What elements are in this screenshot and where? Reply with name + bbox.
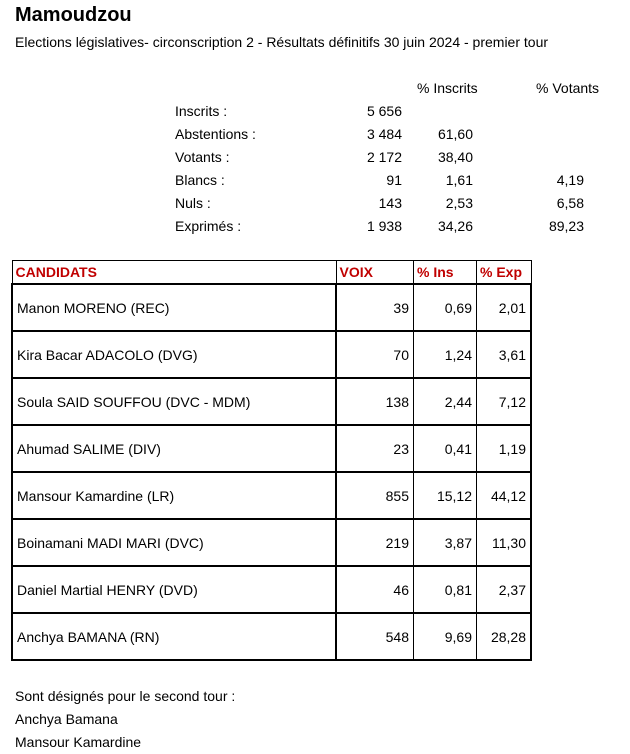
- stat-row-votants: [0, 149, 630, 172]
- stat-row-inscrits: [0, 103, 630, 126]
- candidate-pct-exp: 1,19: [477, 425, 532, 472]
- table-row: [12, 566, 531, 613]
- stat-row-blancs: [0, 172, 630, 195]
- candidate-pct-exp: 2,01: [477, 284, 532, 331]
- table-header-row: [12, 261, 531, 285]
- second-round-name: Anchya Bamana: [15, 711, 118, 727]
- stat-label: Votants :: [175, 149, 230, 165]
- second-round-note: [15, 685, 235, 754]
- stat-label: Inscrits :: [175, 103, 228, 119]
- stat-row-abstentions: [0, 126, 630, 149]
- candidate-voix: 70: [336, 331, 414, 378]
- candidate-name: Mansour Kamardine (LR): [12, 472, 336, 519]
- second-round-name: Mansour Kamardine: [15, 734, 142, 750]
- candidate-pct-ins: 0,41: [414, 425, 477, 472]
- candidate-pct-exp: 11,30: [477, 519, 532, 566]
- candidate-name: Anchya BAMANA (RN): [12, 613, 336, 660]
- stat-pct-inscrits: 1,61: [445, 172, 473, 188]
- second-round-heading: Sont désignés pour le second tour :: [15, 688, 236, 704]
- candidate-name: Daniel Martial HENRY (DVD): [12, 566, 336, 613]
- candidate-pct-exp: 3,61: [477, 331, 532, 378]
- page-title: Mamoudzou: [15, 4, 132, 26]
- table-row: [12, 425, 531, 472]
- table-row: [12, 378, 531, 425]
- candidate-pct-exp: 28,28: [477, 613, 532, 660]
- stat-label: Blancs :: [175, 172, 225, 188]
- table-row: [12, 519, 531, 566]
- table-row: [12, 284, 531, 331]
- candidate-pct-ins: 0,69: [414, 284, 477, 331]
- stat-count: 1 938: [366, 218, 402, 234]
- candidate-name: Soula SAID SOUFFOU (DVC - MDM): [12, 378, 336, 425]
- page-subtitle: Elections législatives- circonscription 2 - Résultats définitifs 30 juin 2024 - premier tour: [15, 34, 549, 50]
- candidate-voix: 548: [336, 613, 414, 660]
- candidate-voix: 46: [336, 566, 414, 613]
- candidate-name: Manon MORENO (REC): [12, 284, 336, 331]
- col-header-pct-inscrits: % Inscrits: [417, 80, 478, 96]
- stat-label: Nuls :: [175, 195, 211, 211]
- stat-count: 91: [386, 172, 402, 188]
- candidates-table: [11, 260, 532, 661]
- table-row: [12, 472, 531, 519]
- stat-pct-votants: 6,58: [556, 195, 584, 211]
- table-row: [12, 613, 531, 660]
- candidate-pct-ins: 0,81: [414, 566, 477, 613]
- candidate-pct-ins: 9,69: [414, 613, 477, 660]
- header-pct-exp: % Exp: [477, 261, 532, 285]
- candidate-pct-ins: 3,87: [414, 519, 477, 566]
- stat-pct-inscrits: 38,40: [437, 149, 473, 165]
- stat-count: 2 172: [366, 149, 402, 165]
- stat-pct-inscrits: 61,60: [437, 126, 473, 142]
- stat-row-exprimes: [0, 218, 630, 241]
- stat-count: 5 656: [366, 103, 402, 119]
- candidate-name: Kira Bacar ADACOLO (DVG): [12, 331, 336, 378]
- candidate-voix: 39: [336, 284, 414, 331]
- candidate-pct-exp: 7,12: [477, 378, 532, 425]
- stat-pct-inscrits: 34,26: [437, 218, 473, 234]
- candidate-pct-exp: 2,37: [477, 566, 532, 613]
- stat-pct-votants: 89,23: [548, 218, 584, 234]
- candidate-voix: 855: [336, 472, 414, 519]
- stat-label: Abstentions :: [175, 126, 256, 142]
- stat-pct-votants: 4,19: [556, 172, 584, 188]
- table-row: [12, 331, 531, 378]
- stat-count: 3 484: [366, 126, 402, 142]
- stat-label: Exprimés :: [175, 218, 242, 234]
- candidate-voix: 219: [336, 519, 414, 566]
- col-header-pct-votants: % Votants: [536, 80, 600, 96]
- candidate-voix: 138: [336, 378, 414, 425]
- candidate-name: Ahumad SALIME (DIV): [12, 425, 336, 472]
- stat-row-nuls: [0, 195, 630, 218]
- header-pct-ins: % Ins: [414, 261, 477, 285]
- candidate-pct-ins: 2,44: [414, 378, 477, 425]
- candidate-pct-exp: 44,12: [477, 472, 532, 519]
- candidate-voix: 23: [336, 425, 414, 472]
- header-voix: VOIX: [336, 261, 414, 285]
- header-candidats: CANDIDATS: [12, 261, 336, 285]
- candidate-pct-ins: 1,24: [414, 331, 477, 378]
- stat-count: 143: [378, 195, 402, 211]
- stat-pct-inscrits: 2,53: [445, 195, 473, 211]
- candidate-pct-ins: 15,12: [414, 472, 477, 519]
- candidate-name: Boinamani MADI MARI (DVC): [12, 519, 336, 566]
